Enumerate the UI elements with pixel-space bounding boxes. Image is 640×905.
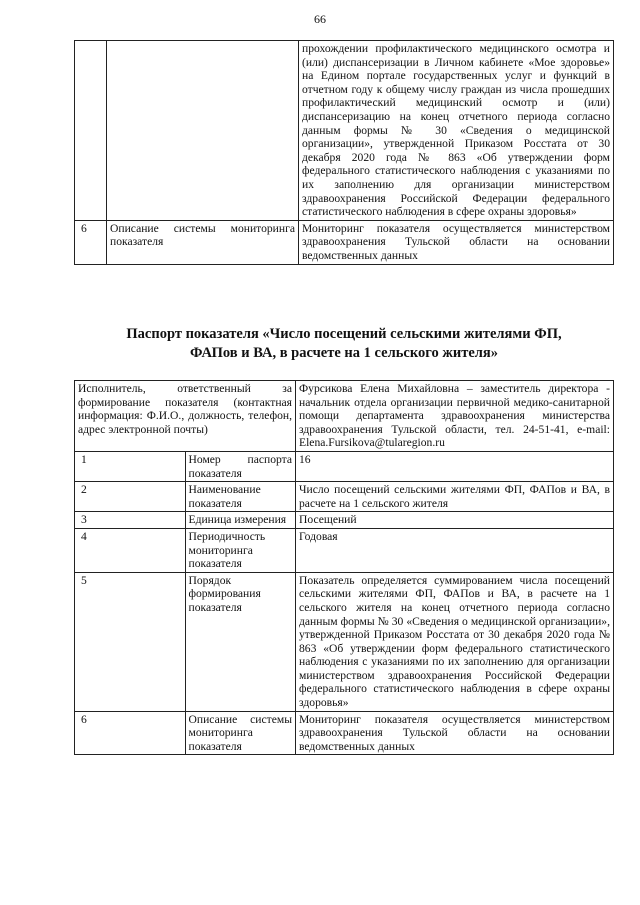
row-number	[75, 41, 107, 221]
table-row	[75, 572, 614, 711]
continued-passport-table	[74, 40, 614, 265]
row-number: 5	[75, 572, 186, 711]
table-row	[75, 711, 614, 755]
row-number: 4	[75, 528, 186, 572]
row-value: Показатель определяется суммированием числа посещений сельскими жителями ФП, ФАПов и ВА, в расчете на 1 сельского жителя на конец отчетного периода согласно данным формы № 30 «Сведения о медицинской организации», утвержденной Приказом Росстата от 30 декабря 2020 года № 863 «Об утверждении форм федерального статистического наблюдения с указаниями по их заполнению для организации министерством здравоохранения Российской Федерации федерального статистического наблюдения в сфере охраны здоровья»	[296, 572, 614, 711]
row-value: Мониторинг показателя осуществляется министерством здравоохранения Тульской области на основании ведомственных данных	[299, 220, 614, 264]
heading-line-2: ФАПов и ВА, в расчете на 1 сельского жителя»	[189, 345, 498, 361]
row-number: 2	[75, 482, 186, 512]
table-row	[75, 451, 614, 481]
row-number: 1	[75, 451, 186, 481]
row-value: 16	[296, 451, 614, 481]
page-number: 66	[314, 12, 326, 26]
row-label: Наименование показателя	[185, 482, 296, 512]
executor-label: Исполнитель, ответственный за формирование показателя (контактная информация: Ф.И.О., должность, телефон, адрес электронной почты)	[75, 381, 296, 452]
row-label: Номер паспорта показателя	[185, 451, 296, 481]
executor-value: Фурсикова Елена Михайловна – заместитель директора - начальник отдела организации первичной медико-санитарной помощи департамента здравоохранения министерства здравоохранения Тульской области, тел. 24-51-41, e-mail: Elena.Fursikova@tularegion.ru	[296, 381, 614, 452]
row-label: Периодичность мониторинга показателя	[185, 528, 296, 572]
table-row	[75, 482, 614, 512]
row-number: 6	[75, 711, 186, 755]
heading-line-1: Паспорт показателя «Число посещений сельскими жителями ФП,	[126, 326, 562, 342]
row-label: Порядок формирования показателя	[185, 572, 296, 711]
table-row	[75, 220, 614, 264]
row-label	[107, 41, 299, 221]
row-value: прохождении профилактического медицинского осмотра и (или) диспансеризации в Личном кабинете «Мое здоровье» на Едином портале государственных услуг и функций в отчетном году к общему числу граждан из числа прошедших профилактический медицинский осмотр и (или) диспансеризацию на конец отчетного периода согласно данным формы № 30 «Сведения о медицинской организации», утвержденной Приказом Росстата от 30 декабря 2020 года № 863 «Об утверждении форм федерального статистического наблюдения с указаниями по их заполнению для организации министерством здравоохранения Российской Федерации федерального статистического наблюдения в сфере охраны здоровья»	[299, 41, 614, 221]
row-value: Мониторинг показателя осуществляется министерством здравоохранения Тульской области на основании ведомственных данных	[296, 711, 614, 755]
table-row	[75, 528, 614, 572]
row-label: Описание системы мониторинга показателя	[185, 711, 296, 755]
table-row	[75, 512, 614, 529]
executor-row	[75, 381, 614, 452]
passport-heading	[74, 325, 614, 363]
table-row	[75, 41, 614, 221]
row-label: Описание системы мониторинга показателя	[107, 220, 299, 264]
row-value: Годовая	[296, 528, 614, 572]
row-value: Число посещений сельскими жителями ФП, ФАПов и ВА, в расчете на 1 сельского жителя	[296, 482, 614, 512]
row-value: Посещений	[296, 512, 614, 529]
row-label: Единица измерения	[185, 512, 296, 529]
passport-table	[74, 380, 614, 755]
row-number: 6	[75, 220, 107, 264]
row-number: 3	[75, 512, 186, 529]
